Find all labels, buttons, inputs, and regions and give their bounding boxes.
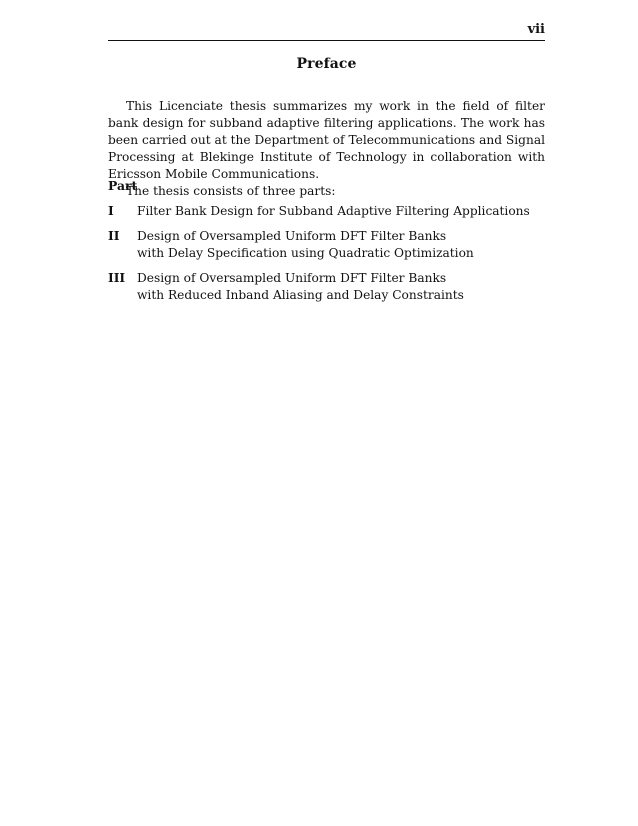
part-title <box>137 228 545 262</box>
part-heading: Part <box>108 178 138 193</box>
part-numeral: II <box>108 229 120 243</box>
part-title <box>137 270 545 304</box>
part-title-line: Filter Bank Design for Subband Adaptive Filtering Applications <box>137 204 530 218</box>
page-number: vii <box>527 22 545 37</box>
part-numeral: III <box>108 271 126 285</box>
part-item-3 <box>108 270 545 304</box>
part-item-1 <box>108 203 545 220</box>
paragraph-parts-intro: The thesis consists of three parts: <box>126 184 336 198</box>
part-title <box>137 203 545 220</box>
paragraph-intro: This Licenciate thesis summarizes my work in the field of filter bank design for subband adaptive filtering applications. The work has been carried out at the Department of Telecommunications and Signal Processing at Blekinge Institute of Technology in collaboration with Ericsson Mobile Communications. <box>108 99 545 181</box>
part-item-2 <box>108 228 545 262</box>
page-title: Preface <box>296 56 357 72</box>
part-title-line: Design of Oversampled Uniform DFT Filter Banks <box>137 229 447 243</box>
part-title-line: Design of Oversampled Uniform DFT Filter Banks <box>137 271 447 285</box>
preface-body <box>108 98 545 200</box>
running-header <box>108 20 545 41</box>
part-title-line: with Reduced Inband Aliasing and Delay Constraints <box>137 288 464 302</box>
part-title-line: with Delay Specification using Quadratic Optimization <box>137 246 474 260</box>
part-numeral: I <box>108 204 114 218</box>
part-list <box>108 203 545 312</box>
